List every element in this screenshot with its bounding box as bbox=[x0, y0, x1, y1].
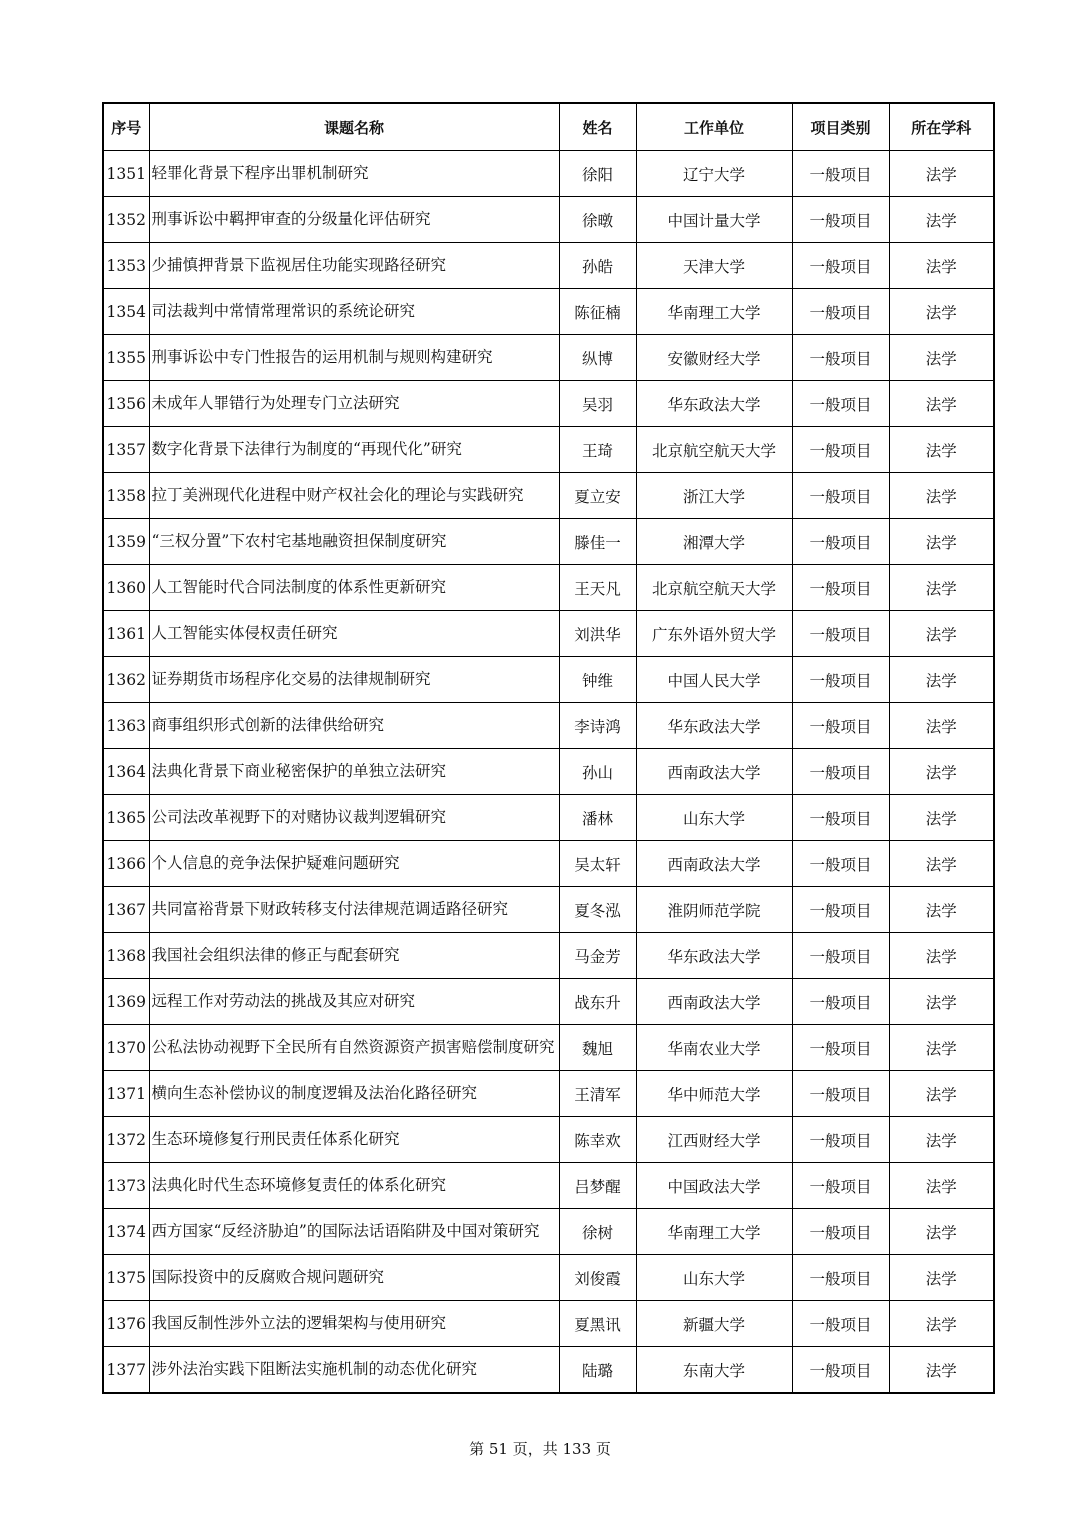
cell-name: 李诗鸿 bbox=[559, 703, 636, 749]
cell-no: 1369 bbox=[103, 979, 149, 1025]
cell-discipline: 法学 bbox=[889, 841, 994, 887]
cell-unit: 江西财经大学 bbox=[636, 1117, 792, 1163]
cell-unit: 华中师范大学 bbox=[636, 1071, 792, 1117]
cell-category: 一般项目 bbox=[792, 243, 889, 289]
table-row bbox=[103, 1117, 994, 1163]
cell-no: 1363 bbox=[103, 703, 149, 749]
cell-name: 刘俊霞 bbox=[559, 1255, 636, 1301]
cell-discipline: 法学 bbox=[889, 565, 994, 611]
cell-category: 一般项目 bbox=[792, 1347, 889, 1394]
table-row bbox=[103, 427, 994, 473]
cell-no: 1364 bbox=[103, 749, 149, 795]
cell-no: 1370 bbox=[103, 1025, 149, 1071]
cell-no: 1367 bbox=[103, 887, 149, 933]
cell-title: 我国社会组织法律的修正与配套研究 bbox=[149, 933, 559, 979]
cell-no: 1372 bbox=[103, 1117, 149, 1163]
cell-unit: 辽宁大学 bbox=[636, 151, 792, 197]
cell-title: 共同富裕背景下财政转移支付法律规范调适路径研究 bbox=[149, 887, 559, 933]
table-header bbox=[103, 103, 994, 151]
cell-title: 拉丁美洲现代化进程中财产权社会化的理论与实践研究 bbox=[149, 473, 559, 519]
cell-category: 一般项目 bbox=[792, 335, 889, 381]
cell-title: 未成年人罪错行为处理专门立法研究 bbox=[149, 381, 559, 427]
header-discipline: 所在学科 bbox=[889, 103, 994, 151]
cell-unit: 东南大学 bbox=[636, 1347, 792, 1394]
page-number: 第 51 页，共 133 页 bbox=[469, 1440, 611, 1458]
cell-title: 国际投资中的反腐败合规问题研究 bbox=[149, 1255, 559, 1301]
cell-category: 一般项目 bbox=[792, 1071, 889, 1117]
cell-category: 一般项目 bbox=[792, 427, 889, 473]
cell-title: 涉外法治实践下阻断法实施机制的动态优化研究 bbox=[149, 1347, 559, 1394]
cell-unit: 华南理工大学 bbox=[636, 1209, 792, 1255]
cell-category: 一般项目 bbox=[792, 703, 889, 749]
cell-name: 纵博 bbox=[559, 335, 636, 381]
cell-title: 司法裁判中常情常理常识的系统论研究 bbox=[149, 289, 559, 335]
cell-no: 1359 bbox=[103, 519, 149, 565]
cell-title: 西方国家“反经济胁迫”的国际法话语陷阱及中国对策研究 bbox=[149, 1209, 559, 1255]
cell-discipline: 法学 bbox=[889, 887, 994, 933]
table-row bbox=[103, 381, 994, 427]
cell-discipline: 法学 bbox=[889, 519, 994, 565]
cell-name: 陆璐 bbox=[559, 1347, 636, 1394]
cell-no: 1351 bbox=[103, 151, 149, 197]
cell-discipline: 法学 bbox=[889, 427, 994, 473]
table-row bbox=[103, 841, 994, 887]
cell-unit: 华东政法大学 bbox=[636, 703, 792, 749]
cell-name: 滕佳一 bbox=[559, 519, 636, 565]
cell-discipline: 法学 bbox=[889, 1301, 994, 1347]
cell-name: 徐暾 bbox=[559, 197, 636, 243]
cell-no: 1373 bbox=[103, 1163, 149, 1209]
cell-no: 1358 bbox=[103, 473, 149, 519]
header-unit: 工作单位 bbox=[636, 103, 792, 151]
cell-name: 潘林 bbox=[559, 795, 636, 841]
cell-unit: 山东大学 bbox=[636, 795, 792, 841]
cell-name: 王天凡 bbox=[559, 565, 636, 611]
table-body bbox=[103, 151, 994, 1394]
cell-no: 1357 bbox=[103, 427, 149, 473]
cell-discipline: 法学 bbox=[889, 979, 994, 1025]
table-row bbox=[103, 335, 994, 381]
cell-name: 孙山 bbox=[559, 749, 636, 795]
table-row bbox=[103, 979, 994, 1025]
table-row bbox=[103, 703, 994, 749]
cell-name: 钟维 bbox=[559, 657, 636, 703]
cell-unit: 天津大学 bbox=[636, 243, 792, 289]
cell-name: 刘洪华 bbox=[559, 611, 636, 657]
cell-title: 公司法改革视野下的对赌协议裁判逻辑研究 bbox=[149, 795, 559, 841]
cell-category: 一般项目 bbox=[792, 197, 889, 243]
cell-name: 吴羽 bbox=[559, 381, 636, 427]
cell-title: 人工智能实体侵权责任研究 bbox=[149, 611, 559, 657]
cell-title: 轻罪化背景下程序出罪机制研究 bbox=[149, 151, 559, 197]
cell-no: 1352 bbox=[103, 197, 149, 243]
cell-title: 横向生态补偿协议的制度逻辑及法治化路径研究 bbox=[149, 1071, 559, 1117]
cell-name: 徐阳 bbox=[559, 151, 636, 197]
table-row bbox=[103, 1301, 994, 1347]
table-row bbox=[103, 243, 994, 289]
table-row bbox=[103, 473, 994, 519]
cell-unit: 中国人民大学 bbox=[636, 657, 792, 703]
cell-unit: 湘潭大学 bbox=[636, 519, 792, 565]
cell-category: 一般项目 bbox=[792, 151, 889, 197]
cell-discipline: 法学 bbox=[889, 381, 994, 427]
cell-name: 马金芳 bbox=[559, 933, 636, 979]
table-row bbox=[103, 197, 994, 243]
header-category: 项目类别 bbox=[792, 103, 889, 151]
table-row bbox=[103, 657, 994, 703]
cell-name: 孙皓 bbox=[559, 243, 636, 289]
cell-title: 公私法协动视野下全民所有自然资源资产损害赔偿制度研究 bbox=[149, 1025, 559, 1071]
cell-category: 一般项目 bbox=[792, 887, 889, 933]
cell-unit: 安徽财经大学 bbox=[636, 335, 792, 381]
cell-no: 1377 bbox=[103, 1347, 149, 1394]
cell-category: 一般项目 bbox=[792, 381, 889, 427]
cell-name: 夏冬泓 bbox=[559, 887, 636, 933]
cell-unit: 新疆大学 bbox=[636, 1301, 792, 1347]
cell-discipline: 法学 bbox=[889, 243, 994, 289]
cell-discipline: 法学 bbox=[889, 1117, 994, 1163]
cell-category: 一般项目 bbox=[792, 1025, 889, 1071]
cell-discipline: 法学 bbox=[889, 749, 994, 795]
cell-unit: 北京航空航天大学 bbox=[636, 565, 792, 611]
table-row bbox=[103, 151, 994, 197]
table-row bbox=[103, 933, 994, 979]
cell-no: 1360 bbox=[103, 565, 149, 611]
cell-unit: 中国计量大学 bbox=[636, 197, 792, 243]
cell-no: 1375 bbox=[103, 1255, 149, 1301]
cell-no: 1368 bbox=[103, 933, 149, 979]
table-row bbox=[103, 1163, 994, 1209]
table-row bbox=[103, 1347, 994, 1394]
cell-no: 1361 bbox=[103, 611, 149, 657]
cell-discipline: 法学 bbox=[889, 1255, 994, 1301]
cell-category: 一般项目 bbox=[792, 749, 889, 795]
cell-category: 一般项目 bbox=[792, 519, 889, 565]
cell-discipline: 法学 bbox=[889, 151, 994, 197]
cell-title: 数字化背景下法律行为制度的“再现代化”研究 bbox=[149, 427, 559, 473]
header-row bbox=[103, 103, 994, 151]
table-row bbox=[103, 887, 994, 933]
cell-unit: 山东大学 bbox=[636, 1255, 792, 1301]
project-table bbox=[102, 102, 995, 1394]
cell-discipline: 法学 bbox=[889, 1163, 994, 1209]
cell-category: 一般项目 bbox=[792, 289, 889, 335]
cell-discipline: 法学 bbox=[889, 795, 994, 841]
cell-unit: 淮阴师范学院 bbox=[636, 887, 792, 933]
cell-discipline: 法学 bbox=[889, 703, 994, 749]
cell-category: 一般项目 bbox=[792, 1255, 889, 1301]
cell-title: 人工智能时代合同法制度的体系性更新研究 bbox=[149, 565, 559, 611]
cell-unit: 西南政法大学 bbox=[636, 841, 792, 887]
cell-unit: 北京航空航天大学 bbox=[636, 427, 792, 473]
cell-title: 生态环境修复行刑民责任体系化研究 bbox=[149, 1117, 559, 1163]
table-row bbox=[103, 1071, 994, 1117]
cell-name: 夏黑讯 bbox=[559, 1301, 636, 1347]
cell-category: 一般项目 bbox=[792, 1209, 889, 1255]
table-row bbox=[103, 519, 994, 565]
cell-name: 陈征楠 bbox=[559, 289, 636, 335]
cell-no: 1362 bbox=[103, 657, 149, 703]
cell-unit: 华东政法大学 bbox=[636, 381, 792, 427]
cell-name: 夏立安 bbox=[559, 473, 636, 519]
cell-category: 一般项目 bbox=[792, 1301, 889, 1347]
cell-unit: 广东外语外贸大学 bbox=[636, 611, 792, 657]
cell-category: 一般项目 bbox=[792, 657, 889, 703]
cell-discipline: 法学 bbox=[889, 1071, 994, 1117]
cell-unit: 中国政法大学 bbox=[636, 1163, 792, 1209]
cell-title: 刑事诉讼中羁押审查的分级量化评估研究 bbox=[149, 197, 559, 243]
cell-name: 徐树 bbox=[559, 1209, 636, 1255]
cell-name: 战东升 bbox=[559, 979, 636, 1025]
cell-unit: 西南政法大学 bbox=[636, 749, 792, 795]
cell-discipline: 法学 bbox=[889, 611, 994, 657]
cell-name: 王琦 bbox=[559, 427, 636, 473]
cell-category: 一般项目 bbox=[792, 933, 889, 979]
cell-discipline: 法学 bbox=[889, 1209, 994, 1255]
cell-category: 一般项目 bbox=[792, 979, 889, 1025]
cell-discipline: 法学 bbox=[889, 933, 994, 979]
cell-name: 陈幸欢 bbox=[559, 1117, 636, 1163]
cell-category: 一般项目 bbox=[792, 473, 889, 519]
cell-discipline: 法学 bbox=[889, 335, 994, 381]
cell-discipline: 法学 bbox=[889, 473, 994, 519]
cell-no: 1354 bbox=[103, 289, 149, 335]
cell-title: 远程工作对劳动法的挑战及其应对研究 bbox=[149, 979, 559, 1025]
cell-unit: 华东政法大学 bbox=[636, 933, 792, 979]
table-row bbox=[103, 611, 994, 657]
table-row bbox=[103, 289, 994, 335]
table-row bbox=[103, 749, 994, 795]
table-row bbox=[103, 1025, 994, 1071]
cell-no: 1374 bbox=[103, 1209, 149, 1255]
header-name: 姓名 bbox=[559, 103, 636, 151]
cell-category: 一般项目 bbox=[792, 795, 889, 841]
cell-unit: 华南农业大学 bbox=[636, 1025, 792, 1071]
cell-category: 一般项目 bbox=[792, 1117, 889, 1163]
cell-no: 1353 bbox=[103, 243, 149, 289]
cell-title: 我国反制性涉外立法的逻辑架构与使用研究 bbox=[149, 1301, 559, 1347]
cell-discipline: 法学 bbox=[889, 1347, 994, 1394]
cell-category: 一般项目 bbox=[792, 841, 889, 887]
cell-discipline: 法学 bbox=[889, 289, 994, 335]
cell-no: 1366 bbox=[103, 841, 149, 887]
cell-no: 1365 bbox=[103, 795, 149, 841]
cell-title: 法典化背景下商业秘密保护的单独立法研究 bbox=[149, 749, 559, 795]
cell-unit: 华南理工大学 bbox=[636, 289, 792, 335]
cell-title: 法典化时代生态环境修复责任的体系化研究 bbox=[149, 1163, 559, 1209]
cell-unit: 浙江大学 bbox=[636, 473, 792, 519]
cell-category: 一般项目 bbox=[792, 1163, 889, 1209]
table-row bbox=[103, 1209, 994, 1255]
cell-title: “三权分置”下农村宅基地融资担保制度研究 bbox=[149, 519, 559, 565]
cell-discipline: 法学 bbox=[889, 197, 994, 243]
cell-discipline: 法学 bbox=[889, 657, 994, 703]
cell-title: 个人信息的竞争法保护疑难问题研究 bbox=[149, 841, 559, 887]
cell-name: 吴太轩 bbox=[559, 841, 636, 887]
cell-no: 1371 bbox=[103, 1071, 149, 1117]
cell-name: 吕梦醒 bbox=[559, 1163, 636, 1209]
cell-unit: 西南政法大学 bbox=[636, 979, 792, 1025]
cell-category: 一般项目 bbox=[792, 611, 889, 657]
cell-no: 1355 bbox=[103, 335, 149, 381]
cell-title: 刑事诉讼中专门性报告的运用机制与规则构建研究 bbox=[149, 335, 559, 381]
cell-name: 魏旭 bbox=[559, 1025, 636, 1071]
cell-title: 证券期货市场程序化交易的法律规制研究 bbox=[149, 657, 559, 703]
cell-name: 王清军 bbox=[559, 1071, 636, 1117]
header-no: 序号 bbox=[103, 103, 149, 151]
cell-category: 一般项目 bbox=[792, 565, 889, 611]
header-title: 课题名称 bbox=[149, 103, 559, 151]
table-row bbox=[103, 795, 994, 841]
cell-no: 1356 bbox=[103, 381, 149, 427]
cell-discipline: 法学 bbox=[889, 1025, 994, 1071]
cell-title: 商事组织形式创新的法律供给研究 bbox=[149, 703, 559, 749]
cell-no: 1376 bbox=[103, 1301, 149, 1347]
table-row bbox=[103, 1255, 994, 1301]
table-row bbox=[103, 565, 994, 611]
cell-title: 少捕慎押背景下监视居住功能实现路径研究 bbox=[149, 243, 559, 289]
